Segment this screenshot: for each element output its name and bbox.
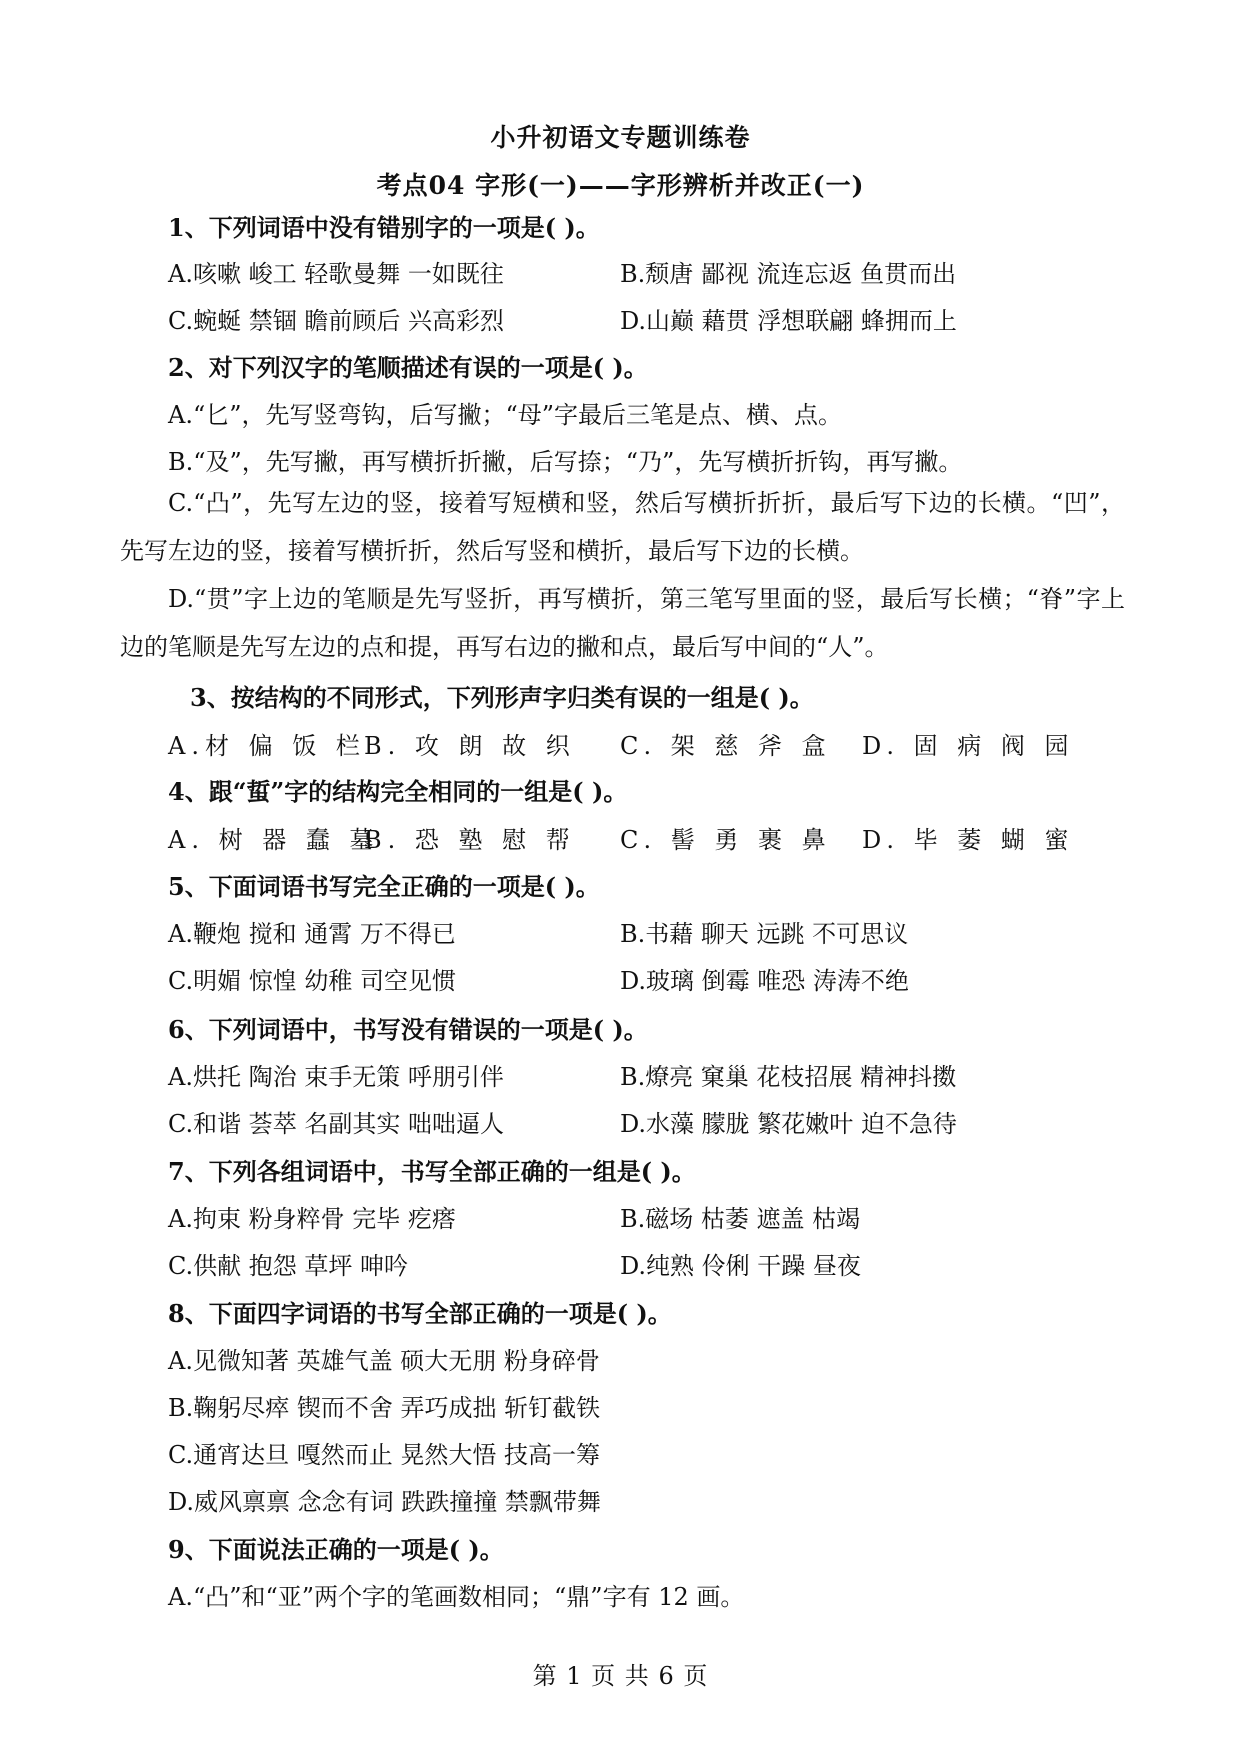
question-6-stem: 6、下列词语中，书写没有错误的一项是( )。	[168, 1015, 648, 1044]
question-4-stem: 4、跟“蜇”字的结构完全相同的一组是( )。	[168, 777, 628, 806]
question-8-option-d: D.威风禀禀 念念有词 跌跌撞撞 禁飘带舞	[168, 1488, 601, 1516]
question-2-option-b: B.“及”，先写撇，再写横折折撇，后写捺；“乃”，先写横折折钩，再写撇。	[168, 448, 963, 476]
question-7-option-d: D.纯熟 伶俐 干躁 昼夜	[620, 1252, 861, 1280]
question-8-option-b: B.鞠躬尽瘁 锲而不舍 弄巧成拙 斩钉截铁	[168, 1394, 601, 1422]
question-4-option-c: C. 髻 勇 裹 鼻	[620, 826, 832, 854]
question-1-option-a: A.咳嗽 峻工 轻歌曼舞 一如既往	[168, 260, 504, 288]
question-6-option-a: A.烘托 陶治 束手无策 呼朋引伴	[168, 1063, 504, 1091]
page-footer: 第 1 页 共 6 页	[532, 1662, 709, 1690]
question-3-option-a: A.材 偏 饭 栏	[168, 732, 366, 760]
question-5-option-c: C.明媚 惊惶 幼稚 司空见惯	[168, 967, 457, 995]
question-4-option-b: B. 恐 塾 慰 帮	[364, 826, 576, 854]
question-2-stem: 2、对下列汉字的笔顺描述有误的一项是( )。	[168, 353, 648, 382]
question-2-option-d: D.“贯”字上边的笔顺是先写竖折，再写横折，第三笔写里面的竖，最后写长横；“脊”字上边的笔顺是先写左边的点和提，再写右边的撇和点，最后写中间的“人”。	[120, 585, 1125, 661]
question-3-option-c: C. 架 慈 斧 盒	[620, 732, 832, 760]
question-9-option-a: A.“凸”和“亚”两个字的笔画数相同；“鼎”字有 12 画。	[168, 1583, 745, 1611]
question-1-option-b: B.颓唐 鄙视 流连忘返 鱼贯而出	[620, 260, 957, 288]
question-5-option-a: A.鞭炮 搅和 通霄 万不得已	[168, 920, 456, 948]
question-2-option-c: C.“凸”，先写左边的竖，接着写短横和竖，然后写横折折折，最后写下边的长横。“凹”，先写左边的竖，接着写横折折，然后写竖和横折，最后写下边的长横。	[120, 489, 1125, 565]
question-6-option-b: B.燎亮 窠巢 花枝招展 精神抖擞	[620, 1063, 957, 1091]
question-6-option-d: D.水藻 朦胧 繁花嫩叶 迫不急待	[620, 1110, 957, 1138]
question-1-stem: 1、下列词语中没有错别字的一项是( )。	[168, 213, 600, 242]
question-1-option-c: C.蜿蜒 禁锢 瞻前顾后 兴高彩烈	[168, 307, 505, 335]
question-3-option-b: B. 攻 朗 故 织	[364, 732, 576, 760]
page-subtitle: 考点04 字形(一)——字形辨析并改正(一)	[376, 171, 865, 200]
question-5-option-b: B.书藉 聊天 远跳 不可思议	[620, 920, 909, 948]
question-3-stem: 3、按结构的不同形式，下列形声字归类有误的一组是( )。	[190, 683, 814, 712]
question-3-option-d: D. 固 病 阀 园	[862, 732, 1075, 760]
question-8-option-c: C.通宵达旦 嘎然而止 晃然大悟 技高一筹	[168, 1441, 601, 1469]
question-7-option-b: B.磁场 枯萎 遮盖 枯竭	[620, 1205, 861, 1233]
question-2-option-a: A.“匕”，先写竖弯钩，后写撇；“母”字最后三笔是点、横、点。	[168, 401, 843, 429]
question-5-option-d: D.玻璃 倒霉 唯恐 涛涛不绝	[620, 967, 909, 995]
question-9-stem: 9、下面说法正确的一项是( )。	[168, 1535, 504, 1564]
question-1-option-d: D.山巅 藉贯 浮想联翩 蜂拥而上	[620, 307, 957, 335]
question-7-option-c: C.供献 抱怨 草坪 呻吟	[168, 1252, 409, 1280]
question-7-option-a: A.拘束 粉身粹骨 完毕 疙瘩	[168, 1205, 456, 1233]
question-7-stem: 7、下列各组词语中，书写全部正确的一组是( )。	[168, 1157, 696, 1186]
question-5-stem: 5、下面词语书写完全正确的一项是( )。	[168, 872, 600, 901]
question-4-option-a: A. 树 器 蠢 墓	[168, 826, 380, 854]
question-8-option-a: A.见微知著 英雄气盖 硕大无朋 粉身碎骨	[168, 1347, 600, 1375]
question-4-option-d: D. 毕 萎 蝴 蜜	[862, 826, 1075, 854]
page-title: 小升初语文专题训练卷	[490, 123, 751, 152]
question-6-option-c: C.和谐 荟萃 名副其实 咄咄逼人	[168, 1110, 505, 1138]
question-8-stem: 8、下面四字词语的书写全部正确的一项是( )。	[168, 1299, 672, 1328]
